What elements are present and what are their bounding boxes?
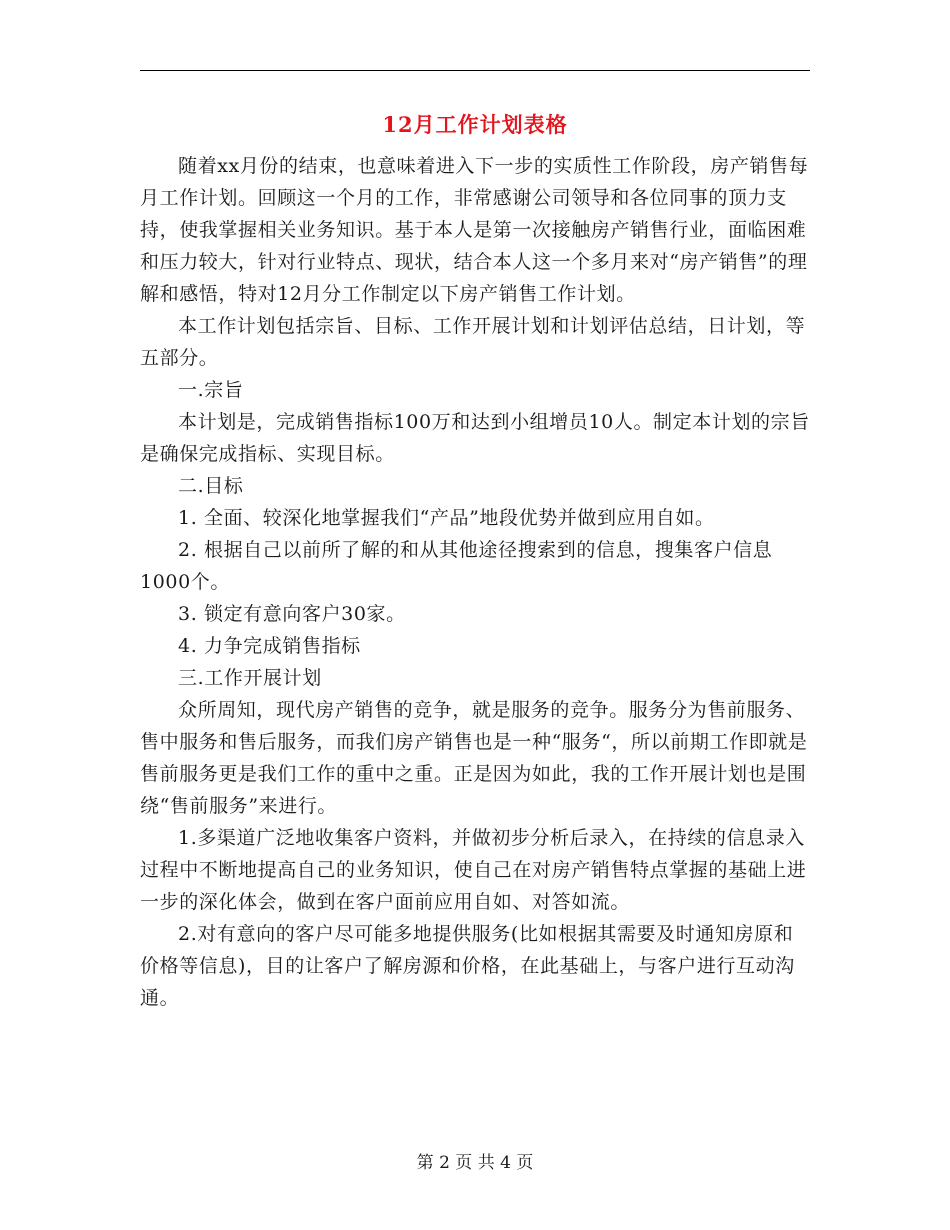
document-body xyxy=(140,150,810,1014)
page-number-label: 第 2 页 共 4 页 xyxy=(416,1153,534,1173)
page-footer xyxy=(0,1150,950,1176)
header-rule xyxy=(140,70,810,71)
goal-item-2: 2. 根据自己以前所了解的和从其他途径搜索到的信息，搜集客户信息1000个。 xyxy=(140,539,773,593)
purpose-paragraph: 本计划是，完成销售指标100万和达到小组增员10人。制定本计划的宗旨是确保完成指标、实现目标。 xyxy=(140,411,810,465)
goal-item-1: 1. 全面、较深化地掌握我们“产品”地段优势并做到应用自如。 xyxy=(178,507,715,529)
section-heading-plan: 三.工作开展计划 xyxy=(178,667,322,689)
document-title: 12月工作计划表格 xyxy=(382,112,568,137)
plan-intro-paragraph: 众所周知，现代房产销售的竞争，就是服务的竞争。服务分为售前服务、售中服务和售后服务，而我们房产销售也是一种“服务“，所以前期工作即就是售前服务更是我们工作的重中之重。正是因为如此，我的工作开展计划也是围绕“售前服务”来进行。 xyxy=(140,699,808,817)
section-heading-purpose: 一.宗旨 xyxy=(178,379,244,401)
overview-paragraph: 本工作计划包括宗旨、目标、工作开展计划和计划评估总结，日计划，等五部分。 xyxy=(140,315,806,369)
plan-item-1: 1.多渠道广泛地收集客户资料，并做初步分析后录入，在持续的信息录入过程中不断地提高自己的业务知识，使自己在对房产销售特点掌握的基础上进一步的深化体会，做到在客户面前应用自如、对答如流。 xyxy=(140,827,807,913)
intro-paragraph: 随着xx月份的结束，也意味着进入下一步的实质性工作阶段，房产销售每月工作计划。回顾这一个月的工作，非常感谢公司领导和各位同事的顶力支持，使我掌握相关业务知识。基于本人是第一次接触房产销售行业，面临困难和压力较大，针对行业特点、现状，结合本人这一个多月来对“房产销售”的理解和感悟，特对12月分工作制定以下房产销售工作计划。 xyxy=(140,155,809,305)
plan-item-2: 2.对有意向的客户尽可能多地提供服务(比如根据其需要及时通知房原和价格等信息)，目的让客户了解房源和价格，在此基础上，与客户进行互动沟通。 xyxy=(140,923,795,1009)
section-heading-goals: 二.目标 xyxy=(178,475,244,497)
goal-item-4: 4. 力争完成销售指标 xyxy=(178,635,361,657)
goal-item-3: 3. 锁定有意向客户30家。 xyxy=(178,603,406,625)
